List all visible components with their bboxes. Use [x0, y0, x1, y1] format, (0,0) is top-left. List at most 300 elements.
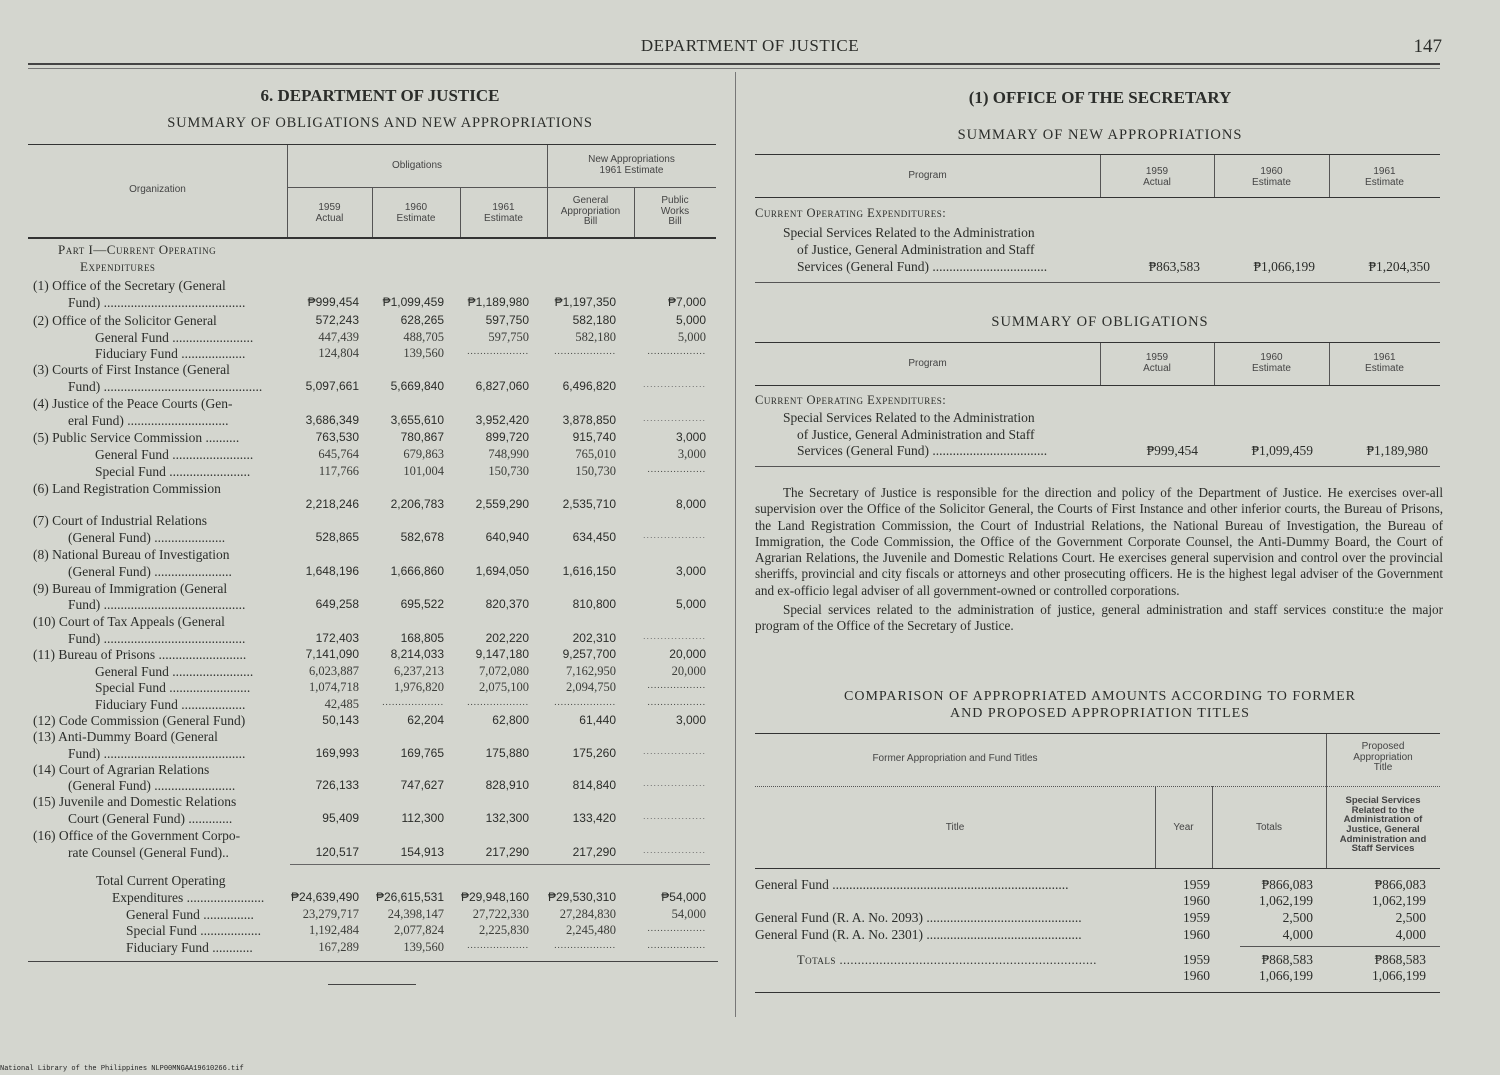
row-value: 763,530: [315, 430, 359, 444]
row-value: 3,000: [675, 564, 706, 578]
row-value: 175,260: [572, 746, 616, 760]
row-value: ₱29,530,310: [547, 890, 616, 904]
row-value: ..................: [647, 346, 706, 356]
row-label: Fiduciary Fund ...................: [95, 697, 246, 712]
table-row: [28, 278, 718, 295]
row-label: (General Fund) ........................: [68, 778, 236, 793]
row-value: 27,722,330: [472, 907, 529, 921]
row-value: ₱1,189,980: [467, 295, 529, 309]
th-year: Year: [1173, 822, 1194, 833]
row-value: 175,880: [485, 746, 529, 760]
oblig-1959: ₱999,454: [1146, 443, 1198, 458]
row-value: 7,072,080: [479, 664, 529, 678]
row-label: (10) Court of Tax Appeals (General: [33, 614, 225, 629]
page-number: 147: [1413, 36, 1442, 57]
row-label: General Fund ........................: [95, 330, 254, 345]
table-row: [28, 530, 718, 547]
row-value: 150,730: [575, 464, 616, 478]
th-appropriation: Appropriation: [560, 205, 621, 217]
comparison-row-year: 1959: [1183, 910, 1210, 925]
row-label: (1) Office of the Secretary (General: [33, 278, 226, 293]
th-ss-1: Special Services: [1345, 795, 1421, 806]
table-bottom-rule: [28, 961, 718, 962]
row-value: 20,000: [671, 664, 706, 678]
row-value: ...................: [467, 346, 529, 356]
row-value: 8,000: [675, 497, 706, 511]
row-value: ₱26,615,531: [375, 890, 444, 904]
program-line-1-new: Special Services Related to the Administration: [783, 225, 1035, 240]
row-value: 62,800: [492, 713, 529, 727]
new-appr-1960: ₱1,066,199: [1253, 259, 1315, 274]
row-value: 695,522: [400, 597, 444, 611]
th-ss-3: Administration of: [1343, 814, 1423, 826]
comparison-row-year: 1960: [1183, 927, 1210, 942]
oblig-bottom-rule: [755, 466, 1440, 467]
comparison-total-year: 1959: [1183, 952, 1210, 967]
row-label: Court (General Fund) .............: [68, 811, 233, 826]
row-value: 20,000: [669, 647, 706, 661]
row-label: (3) Courts of First Instance (General: [33, 362, 230, 377]
comparison-title-1: COMPARISON OF APPROPRIATED AMOUNTS ACCORDING TO FORMER: [844, 689, 1356, 704]
table-row: [28, 295, 718, 312]
oblig-1961: ₱1,189,980: [1366, 443, 1428, 458]
th-estimate-1961: Estimate: [484, 212, 523, 224]
new-appropriations-heading: SUMMARY OF NEW APPROPRIATIONS: [957, 127, 1243, 143]
table-row: [28, 564, 718, 581]
row-value: ₱1,099,459: [382, 295, 444, 309]
row-value: 3,000: [677, 447, 706, 461]
th-proposed: Proposed: [1361, 741, 1405, 752]
row-value: 1,616,150: [562, 564, 616, 578]
th-ss-4: Justice, General: [1346, 824, 1420, 836]
row-label: Fund) ..........................................: [68, 631, 246, 646]
row-value: 582,180: [572, 313, 616, 327]
table-row: [28, 845, 718, 862]
obligations-r-table-header: [755, 342, 1440, 386]
th-works: Works: [660, 205, 690, 217]
table-row: [28, 680, 718, 697]
obligations-heading: SUMMARY OF OBLIGATIONS: [991, 314, 1209, 330]
row-label: Special Fund ........................: [95, 680, 251, 695]
th-1961: 1961: [492, 202, 515, 213]
th-r-1960: 1960: [1260, 166, 1283, 177]
left-section-subtitle: SUMMARY OF OBLIGATIONS AND NEW APPROPRIATIONS: [167, 115, 593, 131]
row-label: Special Fund ..................: [126, 923, 261, 938]
th-title-r: Title: [1373, 762, 1393, 773]
table-row: [28, 923, 718, 940]
row-value: 112,300: [401, 811, 444, 825]
row-value: ..................: [647, 940, 706, 950]
row-label: Total Current Operating: [96, 873, 226, 888]
table-row: [28, 907, 718, 924]
row-value: 582,180: [575, 330, 616, 344]
th-r2-1959: 1959: [1145, 352, 1169, 363]
table-row: [28, 481, 718, 498]
row-label: (7) Court of Industrial Relations: [33, 513, 207, 528]
row-value: 101,004: [403, 464, 444, 478]
row-value: ..................: [642, 845, 706, 855]
row-value: ₱29,948,160: [460, 890, 529, 904]
row-value: 169,765: [400, 746, 444, 760]
row-value: 2,225,830: [479, 923, 529, 937]
row-value: 628,265: [400, 313, 444, 327]
row-label: (11) Bureau of Prisons ..........................: [33, 647, 247, 662]
row-value: ..................: [642, 746, 706, 756]
description-paragraph-1: The Secretary of Justice is responsible for the direction and policy of the Department of Justice. He exercises over-all supervision over the Office of the Solicitor General, the Courts of First Instance and other inferior courts, the Bureau of Prisons, the Land Registration Commission, the Court of Industrial Relations, the National Bureau of Investigation, the Bureau of Immigration, the Code Commission, the Office of the Government Corporate Counsel, the Anti-Dummy Board, the Court of Agrarian Relations, the Juvenile and Domestic Relations Court. He exercises general supervision and control over the provincial sheriffs, provincial and city fiscals or attorneys and other prosecuting officers. He is the highest legal adviser of the Government and ex-officio legal adviser of all government-owned or controlled corporations.: [755, 485, 1443, 598]
row-label: Fund) ..........................................: [68, 746, 246, 761]
comparison-row-total: ₱866,083: [1261, 877, 1313, 892]
row-value: ₱1,197,350: [554, 295, 616, 309]
row-value: 2,559,290: [475, 497, 529, 511]
row-value: 915,740: [572, 430, 616, 444]
table-row: [28, 313, 718, 330]
th-general: General: [572, 195, 609, 206]
row-label: eral Fund) ..............................: [68, 413, 229, 428]
comparison-row-proposed: 2,500: [1395, 910, 1426, 925]
new-appropriations-table-header: [755, 154, 1440, 198]
row-label: (5) Public Service Commission ..........: [33, 430, 240, 445]
row-value: 6,237,213: [394, 664, 444, 678]
table-row: [28, 396, 718, 413]
row-value: ...................: [382, 697, 444, 707]
table-row: [28, 811, 718, 828]
new-appr-1961: ₱1,204,350: [1368, 259, 1430, 274]
row-value: 172,403: [315, 631, 359, 645]
table-row: [28, 513, 718, 530]
row-value: 27,284,830: [559, 907, 616, 921]
row-value: 814,840: [572, 778, 616, 792]
th-estimate-1960: Estimate: [396, 212, 436, 224]
comparison-row-proposed: ₱866,083: [1374, 877, 1426, 892]
row-label: (6) Land Registration Commission: [33, 481, 221, 496]
row-value: 2,077,824: [394, 923, 444, 937]
row-label: (General Fund) .......................: [68, 564, 232, 579]
row-value: 2,075,100: [479, 680, 529, 694]
left-section-title: 6. DEPARTMENT OF JUSTICE: [260, 86, 500, 105]
th-new-appropriations-sub: 1961 Estimate: [599, 165, 664, 176]
end-rule: [328, 984, 416, 985]
part-heading-1: Part I—Current Operating: [58, 242, 217, 257]
row-value: 5,000: [675, 597, 706, 611]
th-1959: 1959: [318, 202, 341, 213]
row-value: 645,764: [318, 447, 359, 461]
row-value: 6,827,060: [475, 379, 529, 393]
part-heading-2: Expenditures: [80, 259, 156, 274]
right-section-title: (1) OFFICE OF THE SECRETARY: [968, 88, 1232, 107]
row-value: 572,243: [315, 313, 359, 327]
row-value: 50,143: [322, 713, 359, 727]
row-value: 3,878,850: [562, 413, 616, 427]
table-row: [28, 664, 718, 681]
row-value: 5,000: [677, 330, 706, 344]
row-value: 169,993: [315, 746, 359, 760]
row-label: (General Fund) .....................: [68, 530, 226, 545]
row-value: ..................: [647, 680, 706, 690]
row-value: 95,409: [322, 811, 359, 825]
row-label: Fund) ..........................................: [68, 597, 246, 612]
row-label: General Fund ...............: [126, 907, 254, 922]
row-label: Fiduciary Fund ...................: [95, 346, 246, 361]
table-row: [28, 729, 718, 746]
th-bill: Bill: [583, 216, 598, 227]
row-value: 61,440: [579, 713, 616, 727]
row-value: 1,666,860: [390, 564, 444, 578]
th-appropriation-r: Appropriation: [1353, 751, 1413, 763]
row-value: ₱54,000: [661, 890, 706, 904]
th-totals: Totals: [1255, 822, 1283, 833]
table-row: [28, 547, 718, 564]
row-value: ₱999,454: [307, 295, 359, 309]
row-value: 597,750: [488, 330, 529, 344]
row-value: 150,730: [488, 464, 529, 478]
table-row: [28, 581, 718, 598]
row-value: ...................: [554, 697, 616, 707]
table-row: [28, 330, 718, 347]
row-value: 139,560: [403, 346, 444, 360]
table-row: [28, 794, 718, 811]
row-value: ₱7,000: [667, 295, 706, 309]
description-paragraph-2: Special services related to the administration of justice, general administration and staff services constitu:e the major program of the Office of the Secretary of Justice.: [755, 602, 1443, 634]
row-label: Fund) ..........................................: [68, 295, 246, 310]
subtotal-rule: [290, 864, 710, 865]
comparison-table-header: [755, 733, 1440, 869]
table-row: [28, 890, 718, 907]
comparison-total-total: 1,066,199: [1259, 968, 1313, 983]
row-value: 202,310: [572, 631, 616, 645]
th-ss-5: Administration and: [1339, 833, 1427, 845]
row-value: 133,420: [572, 811, 616, 825]
comparison-row-year: 1959: [1183, 877, 1210, 892]
row-value: 640,940: [485, 530, 529, 544]
row-value: 649,258: [315, 597, 359, 611]
th-r-actual: Actual: [1143, 176, 1171, 188]
row-value: ..................: [647, 464, 706, 474]
header-rule: [28, 63, 1440, 65]
comparison-row-year: 1960: [1183, 893, 1210, 908]
comparison-title-2: AND PROPOSED APPROPRIATION TITLES: [950, 706, 1250, 721]
table-row: [28, 940, 718, 957]
row-value: 7,162,950: [566, 664, 616, 678]
row-value: 3,686,349: [305, 413, 359, 427]
row-label: (8) National Bureau of Investigation: [33, 547, 230, 562]
header-rule-thin: [28, 68, 1440, 69]
th-bill-pw: Bill: [668, 216, 682, 227]
row-value: 899,720: [485, 430, 529, 444]
row-value: 54,000: [671, 907, 706, 921]
comparison-total-proposed: ₱868,583: [1374, 952, 1426, 967]
table-row: [28, 447, 718, 464]
row-value: 780,867: [400, 430, 444, 444]
row-value: 747,627: [400, 778, 444, 792]
row-value: 42,485: [324, 697, 359, 711]
row-value: 3,000: [675, 430, 706, 444]
row-value: 828,910: [485, 778, 529, 792]
row-value: 139,560: [403, 940, 444, 954]
row-value: 1,648,196: [305, 564, 359, 578]
row-label: Fiduciary Fund ............: [126, 940, 253, 955]
row-value: 3,000: [675, 713, 706, 727]
row-value: ..................: [642, 379, 706, 389]
row-value: 1,694,050: [475, 564, 529, 578]
row-value: 3,952,420: [475, 413, 529, 427]
comparison-bottom-rule: [755, 992, 1440, 993]
comparison-row-total: 4,000: [1282, 927, 1313, 942]
th-actual: Actual: [315, 212, 344, 224]
row-value: 765,010: [575, 447, 616, 461]
th-program-2: Program: [908, 358, 947, 369]
row-label: General Fund ........................: [95, 447, 254, 462]
row-value: ...................: [554, 940, 616, 950]
row-value: 748,990: [488, 447, 529, 461]
row-value: 5,000: [675, 313, 706, 327]
th-r-estimate-1961: Estimate: [1365, 176, 1404, 188]
row-value: 62,204: [407, 713, 444, 727]
th-former-titles: Former Appropriation and Fund Titles: [872, 753, 1038, 764]
row-value: 9,257,700: [562, 647, 616, 661]
row-value: 820,370: [485, 597, 529, 611]
table-row: [28, 828, 718, 845]
comparison-row-total: 1,062,199: [1259, 893, 1313, 908]
comparison-row-title: General Fund (R. A. No. 2301) ..............................................: [755, 927, 1082, 942]
row-value: 5,097,661: [305, 379, 359, 393]
th-public: Public: [661, 195, 689, 206]
row-value: 2,218,246: [305, 497, 359, 511]
comparison-total-year: 1960: [1183, 968, 1210, 983]
th-r2-actual: Actual: [1143, 362, 1171, 374]
table-row: [28, 346, 718, 363]
table-row: [28, 746, 718, 763]
comparison-row-proposed: 1,062,199: [1372, 893, 1426, 908]
th-title: Title: [945, 822, 965, 833]
new-appr-bottom-rule: [755, 282, 1440, 283]
table-row: [28, 713, 718, 730]
row-value: 2,094,750: [566, 680, 616, 694]
comparison-total-total: ₱868,583: [1261, 952, 1313, 967]
row-value: 124,804: [318, 346, 359, 360]
row-label: (9) Bureau of Immigration (General: [33, 581, 228, 596]
row-label: Special Fund ........................: [95, 464, 251, 479]
running-title: DEPARTMENT OF JUSTICE: [640, 36, 860, 55]
row-value: 1,976,820: [394, 680, 444, 694]
table-row: [28, 778, 718, 795]
row-value: ..................: [642, 631, 706, 641]
row-value: ...................: [467, 697, 529, 707]
row-value: 634,450: [572, 530, 616, 544]
row-value: 447,439: [318, 330, 359, 344]
comparison-row-proposed: 4,000: [1395, 927, 1426, 942]
row-label: General Fund ........................: [95, 664, 254, 679]
th-obligations: Obligations: [391, 160, 443, 171]
table-row: [28, 697, 718, 714]
row-value: 24,398,147: [387, 907, 444, 921]
row-value: 2,206,783: [390, 497, 444, 511]
row-value: 6,023,887: [309, 664, 359, 678]
row-value: ..................: [647, 697, 706, 707]
row-value: 6,496,820: [562, 379, 616, 393]
comparison-total-proposed: 1,066,199: [1372, 968, 1426, 983]
row-value: ..................: [642, 530, 706, 540]
row-value: 202,220: [485, 631, 529, 645]
row-value: 117,766: [318, 464, 359, 478]
table-row: [28, 873, 718, 890]
program-line-1-oblig: Special Services Related to the Administration: [783, 410, 1035, 425]
table-row: [28, 647, 718, 664]
row-label: Fund) ...............................................: [68, 379, 263, 394]
program-line-2-oblig: of Justice, General Administration and Staff: [797, 427, 1035, 442]
program-line-3-new: Services (General Fund) ..................................: [797, 259, 1048, 274]
row-value: 582,678: [400, 530, 444, 544]
scan-footer: National Library of the Philippines NLP00MNGAA19610266.tif: [0, 1065, 244, 1073]
row-label: rate Counsel (General Fund)..: [68, 845, 229, 860]
comparison-row-title: General Fund (R. A. No. 2093) ..............................................: [755, 910, 1082, 925]
row-value: 217,290: [485, 845, 529, 859]
row-value: 132,300: [485, 811, 529, 825]
th-ss-6: Staff Services: [1351, 843, 1415, 855]
row-value: ...................: [467, 940, 529, 950]
description-text: [755, 485, 1443, 635]
th-r2-1961: 1961: [1373, 352, 1396, 363]
th-program: Program: [908, 170, 947, 181]
row-label: (14) Court of Agrarian Relations: [33, 762, 210, 777]
th-r-estimate-1960: Estimate: [1252, 176, 1291, 188]
row-value: ₱24,639,490: [290, 890, 359, 904]
table-row: [28, 464, 718, 481]
row-value: 154,913: [400, 845, 444, 859]
table-row: [28, 362, 718, 379]
program-line-2-new: of Justice, General Administration and Staff: [797, 242, 1035, 257]
row-value: 1,074,718: [309, 680, 359, 694]
column-separator: [735, 72, 736, 1017]
row-value: 167,289: [318, 940, 359, 954]
row-value: 1,192,484: [309, 923, 359, 937]
row-value: 168,805: [400, 631, 444, 645]
row-value: ..................: [642, 778, 706, 788]
row-value: 679,863: [403, 447, 444, 461]
comparison-row-total: 2,500: [1282, 910, 1313, 925]
row-value: 3,655,610: [390, 413, 444, 427]
th-organization: Organization: [129, 184, 186, 195]
th-new-appropriations: New Appropriations: [588, 154, 675, 165]
row-label: (12) Code Commission (General Fund): [33, 713, 246, 728]
row-value: 8,214,033: [390, 647, 444, 661]
table-row: [28, 379, 718, 396]
row-value: 810,800: [572, 597, 616, 611]
row-label: (2) Office of the Solicitor General: [33, 313, 217, 328]
table-row: [28, 762, 718, 779]
comparison-totals-label: Totals .......................................................................: [797, 953, 1097, 967]
comparison-totals-rule: [1240, 946, 1440, 947]
table-row: [28, 413, 718, 430]
th-ss-2: Related to the: [1351, 804, 1415, 816]
row-value: 7,141,090: [305, 647, 359, 661]
th-r-1959: 1959: [1145, 166, 1169, 177]
row-label: (4) Justice of the Peace Courts (Gen-: [33, 396, 233, 411]
row-value: ..................: [647, 923, 706, 933]
row-value: 9,147,180: [475, 647, 529, 661]
table-row: [28, 597, 718, 614]
th-r2-estimate-1961: Estimate: [1365, 362, 1404, 374]
row-value: 120,517: [315, 845, 359, 859]
th-r2-1960: 1960: [1260, 352, 1283, 363]
th-r2-estimate-1960: Estimate: [1252, 362, 1291, 374]
table-row: [28, 430, 718, 447]
row-value: ..................: [642, 413, 706, 423]
table-row: [28, 631, 718, 648]
row-label: (16) Office of the Government Corpo-: [33, 828, 241, 843]
new-appr-1959: ₱863,583: [1148, 259, 1200, 274]
row-value: 597,750: [485, 313, 529, 327]
th-1960: 1960: [404, 202, 428, 213]
